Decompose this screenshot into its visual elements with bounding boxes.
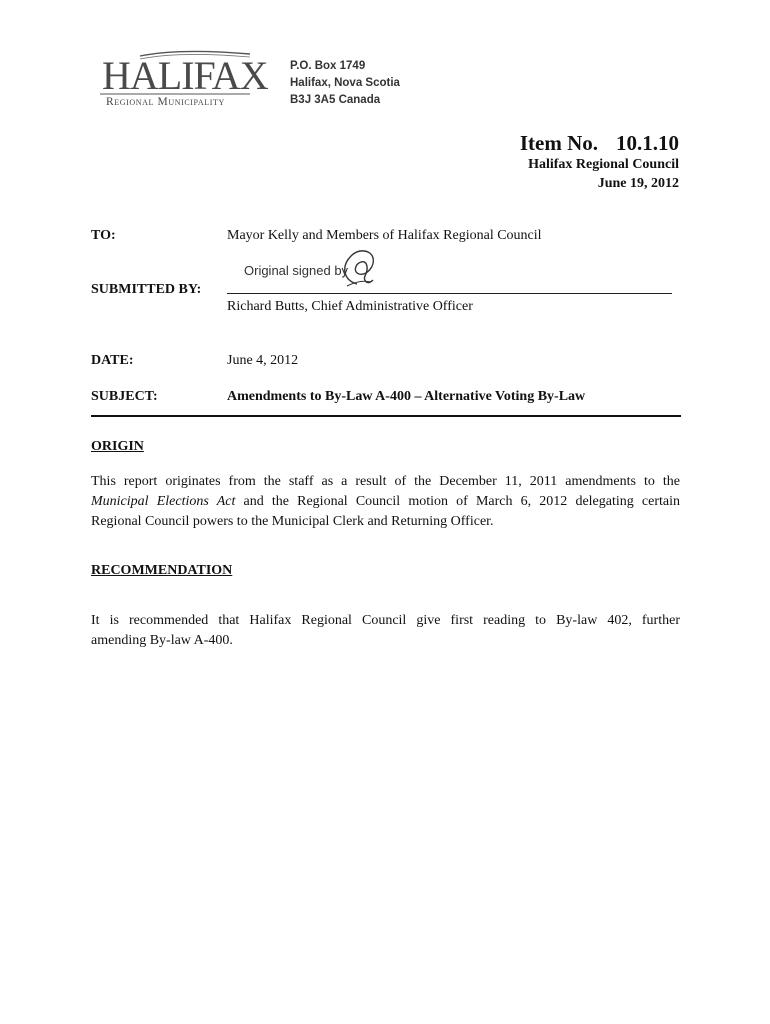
address-line: Halifax, Nova Scotia <box>290 77 400 89</box>
submitted-by-label: SUBMITTED BY: <box>91 282 202 297</box>
logo-wordmark: HALIFAX <box>102 53 268 98</box>
signature-mark <box>337 246 387 292</box>
signed-note: Original signed by <box>244 263 349 278</box>
date-value: June 4, 2012 <box>227 353 299 368</box>
origin-paragraph <box>91 472 680 532</box>
signature-line <box>227 293 672 294</box>
meeting-body: Halifax Regional Council <box>528 157 679 172</box>
submitted-by-value: Richard Butts, Chief Administrative Officer <box>227 299 473 314</box>
item-value: 10.1.10 <box>616 131 679 155</box>
origin-line: Regional Council powers to the Municipal Clerk and Returning Officer. <box>91 514 494 529</box>
recommendation-line: amending By-law A-400. <box>91 633 233 648</box>
recommendation-paragraph <box>91 611 680 651</box>
date-label: DATE: <box>91 353 134 368</box>
item-label: Item No. <box>519 131 598 155</box>
origin-line-rest: and the Regional Council motion of March 6, 2012 delegating certain <box>235 494 680 509</box>
address-line: B3J 3A5 Canada <box>290 94 381 106</box>
subject-value: Amendments to By-Law A-400 – Alternative Voting By-Law <box>227 389 586 404</box>
item-number <box>520 131 679 156</box>
meeting-date: June 19, 2012 <box>597 176 679 191</box>
origin-line: This report originates from the staff as a result of the December 11, 2011 amendments to the <box>91 474 680 489</box>
recommendation-line: It is recommended that Halifax Regional Council give first reading to By-law 402, further <box>91 613 680 628</box>
act-title: Municipal Elections Act <box>91 494 236 509</box>
subject-label: SUBJECT: <box>91 389 158 404</box>
origin-heading: ORIGIN <box>91 439 144 454</box>
header-divider <box>91 415 681 417</box>
mailing-address <box>290 58 400 109</box>
origin-line <box>91 492 680 512</box>
halifax-logo <box>100 50 268 112</box>
to-value: Mayor Kelly and Members of Halifax Regional Council <box>227 228 542 243</box>
logo-subtitle: Regional Municipality <box>106 96 225 108</box>
to-label: TO: <box>91 228 116 243</box>
address-line: P.O. Box 1749 <box>290 60 366 72</box>
recommendation-heading: RECOMMENDATION <box>91 563 233 578</box>
